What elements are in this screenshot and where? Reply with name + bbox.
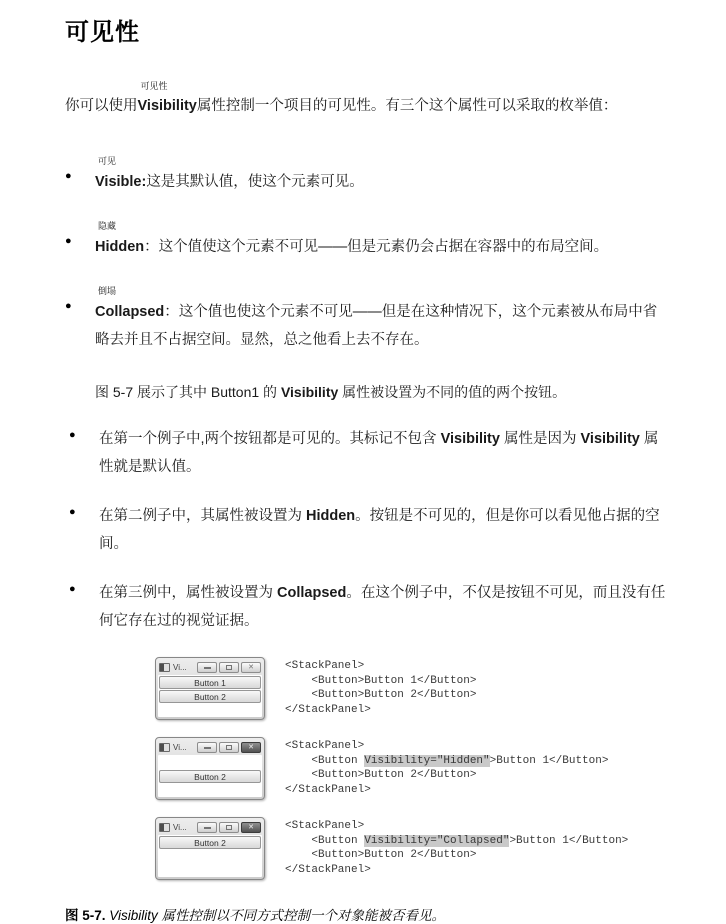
code-line: <Button bbox=[285, 754, 365, 767]
minimize-icon bbox=[197, 662, 217, 673]
visibility-term bbox=[137, 81, 197, 120]
highlighted-attribute: Visibility="Collapsed" bbox=[364, 834, 510, 847]
bold-segment: Visibility bbox=[280, 384, 339, 400]
text-segment: 在第二例子中，其属性被设置为 bbox=[99, 508, 307, 524]
ruby-annotation: 倒塌 bbox=[98, 286, 117, 296]
button2-image: Button 2 bbox=[159, 690, 261, 703]
window-screenshot-visible bbox=[155, 657, 265, 720]
xaml-code-block bbox=[285, 819, 628, 877]
item-text: ：这个值使这个元素不可见——但是元素仍会占据在容器中的布局空间。 bbox=[144, 239, 609, 255]
example-item-1 bbox=[65, 425, 668, 481]
code-line: </StackPanel> bbox=[285, 783, 371, 796]
close-icon: ✕ bbox=[241, 742, 261, 753]
window-title: Vi... bbox=[173, 663, 187, 672]
code-line: <Button bbox=[285, 834, 365, 847]
text-segment: 属性是因为 bbox=[499, 431, 581, 447]
minimize-icon bbox=[197, 742, 217, 753]
bullet-icon: ● bbox=[65, 300, 72, 312]
code-line: <StackPanel> bbox=[285, 740, 365, 752]
figure-row-visible bbox=[155, 657, 668, 720]
minimize-icon bbox=[197, 822, 217, 833]
example-item-2 bbox=[65, 502, 668, 558]
window-title: Vi... bbox=[173, 823, 187, 832]
examples-list bbox=[65, 425, 668, 635]
window-client-area bbox=[158, 675, 262, 717]
highlighted-attribute: Visibility="Hidden" bbox=[364, 754, 490, 767]
window-screenshot-hidden bbox=[155, 737, 265, 800]
bold-segment: Hidden bbox=[306, 508, 356, 524]
list-item-visible bbox=[65, 156, 668, 196]
text-segment: 。在这个例子中，不仅是按钮不可见，而且没有任何它存在过的视觉证据。 bbox=[99, 585, 666, 629]
item-text: 这是其默认值，使这个元素可见。 bbox=[146, 174, 364, 190]
intro-paragraph bbox=[65, 81, 668, 120]
window-client-area bbox=[158, 755, 262, 797]
code-line: </StackPanel> bbox=[285, 863, 371, 876]
page-title: 可见性 bbox=[65, 19, 140, 46]
code-line: <Button>Button 2</Button> bbox=[285, 849, 477, 861]
xaml-code-block bbox=[285, 739, 608, 797]
list-item-hidden bbox=[65, 221, 668, 261]
maximize-icon bbox=[219, 662, 239, 673]
figure-reference-paragraph bbox=[95, 379, 668, 405]
bullet-icon: ● bbox=[69, 506, 76, 518]
term-text: Visibility bbox=[137, 98, 197, 114]
hidden-button-space bbox=[159, 756, 261, 770]
ruby-annotation: 可见 bbox=[98, 156, 117, 166]
visible-term bbox=[95, 156, 147, 196]
bullet-icon: ● bbox=[65, 170, 72, 182]
bullet-icon: ● bbox=[65, 235, 72, 247]
text-segment: 在第三例中，属性被设置为 bbox=[99, 585, 278, 601]
text-segment: 属性被设置为不同的值的两个按钮。 bbox=[338, 384, 567, 400]
list-item-collapsed bbox=[65, 286, 668, 354]
window-icon bbox=[159, 743, 170, 752]
text-segment: 图 5-7 展示了其中 Button1 的 bbox=[95, 384, 281, 400]
visibility-values-list bbox=[65, 156, 668, 354]
button2-image: Button 2 bbox=[159, 836, 261, 849]
hidden-term bbox=[95, 221, 145, 261]
text-segment: 在第一个例子中,两个按钮都是可见的。其标记不包含 bbox=[99, 431, 441, 447]
caption-label: 图 5-7. bbox=[65, 908, 106, 923]
item-text: ：这个值也使这个元素不可见——但是在这种情况下，这个元素被从布局中省略去并且不占据空间。显然，总之他看上去不存在。 bbox=[95, 304, 658, 348]
window-client-area bbox=[158, 835, 262, 877]
intro-pre: 你可以使用 bbox=[65, 98, 138, 114]
figure-row-hidden bbox=[155, 737, 668, 800]
bold-segment: Collapsed bbox=[277, 585, 347, 601]
window-icon bbox=[159, 663, 170, 672]
caption-text: Visibility 属性控制以不同方式控制一个对象能被否看见。 bbox=[105, 908, 446, 923]
code-line: <Button>Button 2</Button> bbox=[285, 769, 477, 781]
ruby-annotation: 隐藏 bbox=[98, 221, 117, 231]
xaml-code-block bbox=[285, 659, 476, 717]
figure-caption bbox=[65, 904, 668, 924]
text-segment: 属性就是默认值。 bbox=[99, 431, 659, 475]
bullet-icon: ● bbox=[69, 583, 76, 595]
ruby-annotation: 可见性 bbox=[140, 81, 168, 91]
example-item-3 bbox=[65, 579, 668, 635]
window-title: Vi... bbox=[173, 743, 187, 752]
code-line: <Button>Button 2</Button> bbox=[285, 689, 477, 701]
window-titlebar bbox=[158, 660, 262, 675]
term-text: Visible: bbox=[95, 174, 147, 190]
window-titlebar bbox=[158, 820, 262, 835]
code-line: <Button>Button 1</Button> bbox=[285, 674, 477, 687]
code-line: >Button 1</Button> bbox=[489, 754, 609, 767]
term-text: Collapsed bbox=[95, 304, 165, 320]
text-segment: 。按钮是不可见的，但是你可以看见他占据的空间。 bbox=[99, 508, 660, 552]
bold-segment: Visibility bbox=[440, 431, 500, 447]
bullet-icon: ● bbox=[69, 429, 76, 441]
collapsed-term bbox=[95, 286, 165, 326]
window-screenshot-collapsed bbox=[155, 817, 265, 880]
code-line: </StackPanel> bbox=[285, 703, 371, 716]
code-line: <StackPanel> bbox=[285, 660, 365, 672]
window-titlebar bbox=[158, 740, 262, 755]
figure-5-7 bbox=[155, 657, 668, 880]
window-icon bbox=[159, 823, 170, 832]
close-icon: ✕ bbox=[241, 822, 261, 833]
intro-post: 属性控制一个项目的可见性。有三个这个属性可以采取的枚举值： bbox=[196, 98, 618, 114]
figure-row-collapsed bbox=[155, 817, 668, 880]
button2-image: Button 2 bbox=[159, 770, 261, 783]
code-line: <StackPanel> bbox=[285, 820, 365, 832]
maximize-icon bbox=[219, 742, 239, 753]
term-text: Hidden bbox=[95, 239, 145, 255]
bold-segment: Visibility bbox=[580, 431, 640, 447]
code-line: >Button 1</Button> bbox=[509, 834, 629, 847]
button1-image: Button 1 bbox=[159, 676, 261, 689]
maximize-icon bbox=[219, 822, 239, 833]
close-icon: ✕ bbox=[241, 662, 261, 673]
